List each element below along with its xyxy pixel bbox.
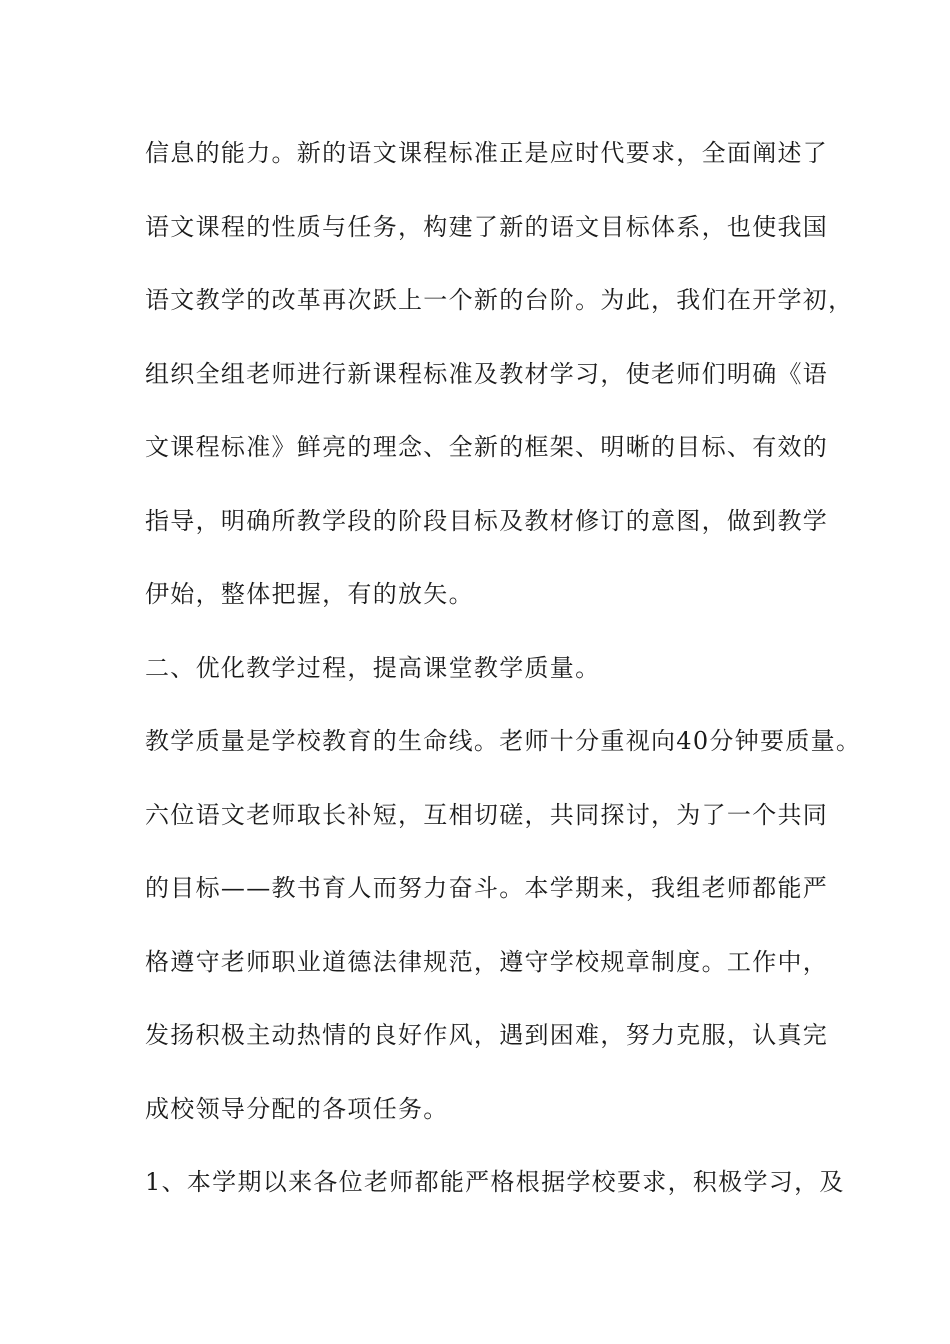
text-line: 成校领导分配的各项任务。 xyxy=(145,1094,449,1123)
text-line: 伊始，整体把握，有的放矢。 xyxy=(145,580,474,608)
text-line: 语文教学的改革再次跃上一个新的台阶。为此，我们在开学初， xyxy=(145,286,854,314)
text-line: 的目标——教书育人而努力奋斗。本学期来，我组老师都能严 xyxy=(145,874,829,902)
numbered-item: 1、本学期以来各位老师都能严格根据学校要求，积极学习，及 xyxy=(145,1168,845,1196)
document-body xyxy=(145,132,862,1235)
text-line: 文课程标准》鲜亮的理念、全新的框架、明晰的目标、有效的 xyxy=(145,433,829,461)
section-heading: 二、优化教学过程，提高课堂教学质量。 xyxy=(145,653,601,682)
text-line: 语文课程的性质与任务，构建了新的语文目标体系，也使我国 xyxy=(145,212,829,241)
text-line: 格遵守老师职业道德法律规范，遵守学校规章制度。工作中， xyxy=(145,947,829,976)
text-line: 教学质量是学校教育的生命线。老师十分重视向40分钟要质量。 xyxy=(145,727,862,755)
text-line: 发扬积极主动热情的良好作风，遇到困难，努力克服，认真完 xyxy=(145,1021,829,1049)
text-line: 组织全组老师进行新课程标准及教材学习，使老师们明确《语 xyxy=(145,359,829,388)
text-line: 六位语文老师取长补短，互相切磋，共同探讨，为了一个共同 xyxy=(145,800,829,829)
text-line: 指导，明确所教学段的阶段目标及教材修订的意图，做到教学 xyxy=(145,506,829,535)
text-line: 信息的能力。新的语文课程标准正是应时代要求，全面阐述了 xyxy=(145,139,829,167)
